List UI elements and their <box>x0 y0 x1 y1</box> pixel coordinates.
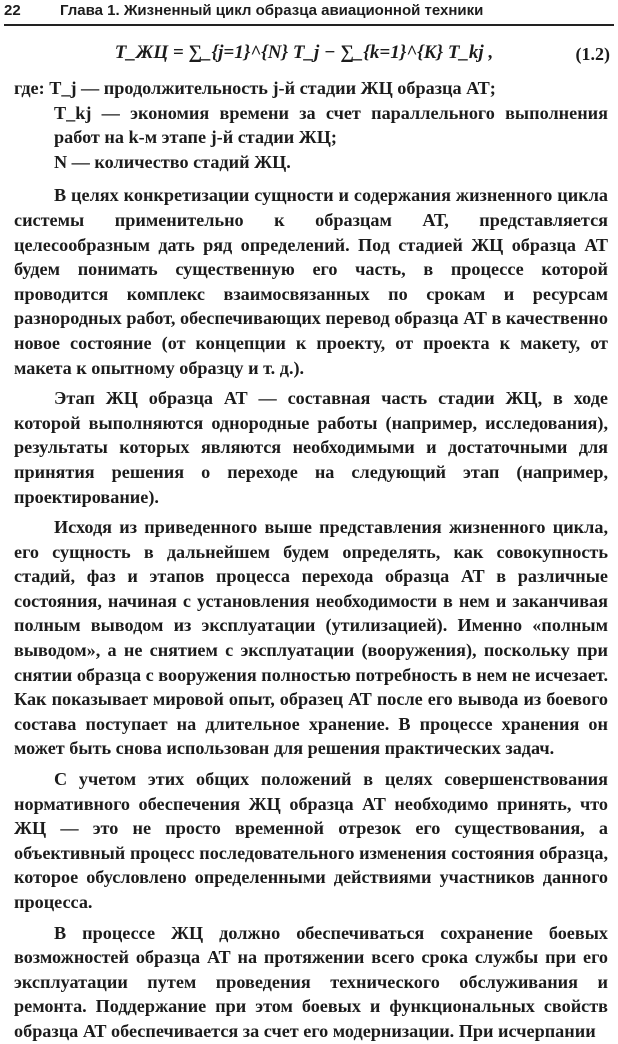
page-number: 22 <box>4 2 21 19</box>
running-header <box>4 2 614 26</box>
paragraph: Этап ЖЦ образца АТ — составная часть стадии ЖЦ, в ходе которой выполняются однородные работы (например, исследования), результаты которых являются необходимыми и достаточными для принятия решения о переходе на следующий этап (например, проектирование). <box>14 388 608 507</box>
definition-tkj: T_kj — экономия времени за счет параллельного выполнения работ на k-м этапе j-й стадии ЖЦ; <box>54 102 608 148</box>
paragraph: В целях конкретизации сущности и содержания жизненного цикла системы применительно к образцам АТ, представляется целесообразным дать ряд определений. Под стадией ЖЦ образца АТ будем понимать существенную его часть, в процессе которой проводится комплекс взаимосвязанных по срокам и ресурсам разнородных работ, обеспечивающих перевод образца АТ в качественно новое состояние (от концепции к проекту, от проекта к макету, от макета к опытному образцу и т. д.). <box>14 185 608 378</box>
paragraph: С учетом этих общих положений в целях совершенствования нормативного обеспечения ЖЦ образца АТ необходимо принять, что ЖЦ — это не просто временной отрезок его существования, а объективный процесс последовательного изменения состояния образца, которое обусловлено определенными действиями участников данного процесса. <box>14 769 608 912</box>
definition-n: N — количество стадий ЖЦ. <box>54 151 291 172</box>
paragraph: Исходя из приведенного выше представления жизненного цикла, его сущность в дальнейшем будем определять, как совокупность стадий, фаз и этапов процесса перехода образца АТ в различные состояния, начиная с установления необходимости в нем и заканчивая полным выводом из эксплуатации (утилизацией). Именно «полным выводом», а не снятием с эксплуатации (вооружения), поскольку при снятии образца с вооружения полностью потребность в нем не исчезает. Как показывает мировой опыт, образец АТ после его вывода из боевого состава поступает на длительное хранение. В процессе хранения он может быть снова использован для решения практических задач. <box>14 517 609 759</box>
formula: T_ЖЦ = ∑_{j=1}^{N} T_j − ∑_{k=1}^{K} T_kj , <box>114 42 494 63</box>
definition-tj: где: T_j — продолжительность j-й стадии ЖЦ образца АТ; <box>14 78 496 98</box>
body-text <box>14 76 608 1044</box>
formula-number: (1.2) <box>575 44 610 64</box>
running-title: Глава 1. Жизненный цикл образца авиационной техники <box>60 2 484 19</box>
paragraph: В процессе ЖЦ должно обеспечиваться сохранение боевых возможностей образца АТ на протяжении всего срока службы при его эксплуатации путем проведения технического обслуживания и ремонта. Поддержание при этом боевых и функциональных свойств образца АТ обеспечивается за счет его модернизации. При исчерпании <box>14 922 608 1041</box>
